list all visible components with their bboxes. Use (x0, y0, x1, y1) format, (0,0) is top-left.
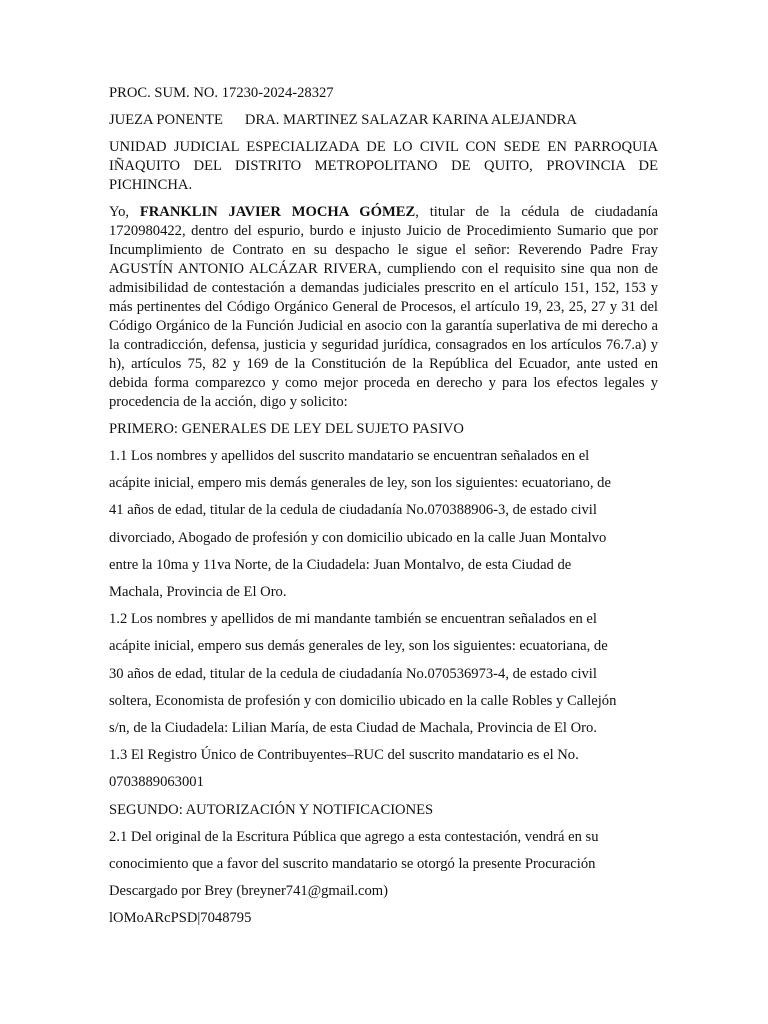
paragraph-line: s/n, de la Ciudadela: Lilian María, de esta Ciudad de Machala, Provincia de El Oro. (109, 720, 597, 737)
paragraph-line: 2.1 Del original de la Escritura Pública que agrego a esta contestación, vendrá en su (109, 828, 599, 845)
document-page (109, 84, 658, 933)
intro-paragraph (109, 203, 658, 412)
jueza-label: JUEZA PONENTE (109, 112, 223, 128)
paragraph-1-2 (109, 606, 658, 742)
unidad-judicial: UNIDAD JUDICIAL ESPECIALIZADA DE LO CIVIL CON SEDE EN PARROQUIA IÑAQUITO DEL DISTRITO METROPOLITANO DE QUITO, PROVINCIA DE PICHINCHA. (109, 139, 658, 193)
intro-yo: Yo, (109, 204, 130, 220)
paragraph-line: entre la 10ma y 11va Norte, de la Ciudadela: Juan Montalvo, de esta Ciudad de (109, 556, 572, 573)
paragraph-line: conocimiento que a favor del suscrito mandatario se otorgó la presente Procuración (109, 856, 596, 873)
paragraph-line: 0703889063001 (109, 774, 204, 791)
paragraph-line: divorciado, Abogado de profesión y con domicilio ubicado en la calle Juan Montalvo (109, 529, 607, 546)
primero-heading: PRIMERO: GENERALES DE LEY DEL SUJETO PASIVO (109, 421, 464, 437)
paragraph-line: Machala, Provincia de El Oro. (109, 584, 287, 601)
segundo-heading: SEGUNDO: AUTORIZACIÓN Y NOTIFICACIONES (109, 801, 434, 818)
jueza-name: DRA. MARTINEZ SALAZAR KARINA ALEJANDRA (244, 112, 577, 128)
paragraph-line: 1.3 El Registro Único de Contribuyentes–RUC del suscrito mandatario es el No. (109, 747, 579, 764)
paragraph-line: 1.2 Los nombres y apellidos de mi mandante también se encuentran señalados en el (109, 611, 597, 628)
paragraph-line: 1.1 Los nombres y apellidos del suscrito mandatario se encuentran señalados en el (109, 448, 590, 464)
intro-name: FRANKLIN JAVIER MOCHA GÓMEZ (139, 204, 416, 220)
paragraph-2-1 (109, 824, 658, 878)
paragraph-line: 41 años de edad, titular de la cedula de ciudadanía No.070388906-3, de estado civil (109, 502, 597, 519)
proc-number: PROC. SUM. NO. 17230-2024-28327 (109, 85, 334, 101)
paragraph-line: acápite inicial, empero sus demás generales de ley, son los siguientes: ecuatoriana, de (109, 638, 608, 655)
download-notice: Descargado por Brey (breyner741@gmail.com) (109, 883, 389, 900)
paragraph-1-3 (109, 742, 658, 796)
document-code: lOMoARcPSD|7048795 (109, 910, 252, 927)
paragraph-line: acápite inicial, empero mis demás generales de ley, son los siguientes: ecuatoriano, de (109, 475, 611, 492)
paragraph-1-1 (109, 443, 658, 606)
jueza-line (109, 111, 658, 130)
intro-text: , titular de la cédula de ciudadanía 1720980422, dentro del espurio, burdo e injusto Juicio de Procedimiento Sumario que por Incumplimiento de Contrato en su despacho le sigue el señor: Reverendo Padre Fray AGUSTÍN ANTONIO ALCÁZAR RIVERA, cumpliendo con el requisito sine qua non de admisibilidad de contestación a demandas judiciales prescrito en el artículo 151, 152, 153 y más pertinentes del Código Orgánico General de Procesos, el artículo 19, 23, 25, 27 y 31 del Código Orgánico de la Función Judicial en asocio con la garantía superlativa de mi derecho a la contradicción, defensa, justicia y seguridad jurídica, consagrados en los artículos 76.7.a) y h), artículos 75, 82 y 169 de la Constitución de la República del Ecuador, ante usted en debida forma comparezco y como mejor proceda en derecho y para los efectos legales y procedencia de la acción, digo y solicito: (109, 204, 658, 410)
paragraph-line: 30 años de edad, titular de la cedula de ciudadanía No.070536973-4, de estado civil (109, 665, 597, 682)
paragraph-line: soltera, Economista de profesión y con domicilio ubicado en la calle Robles y Callejón (109, 692, 617, 709)
